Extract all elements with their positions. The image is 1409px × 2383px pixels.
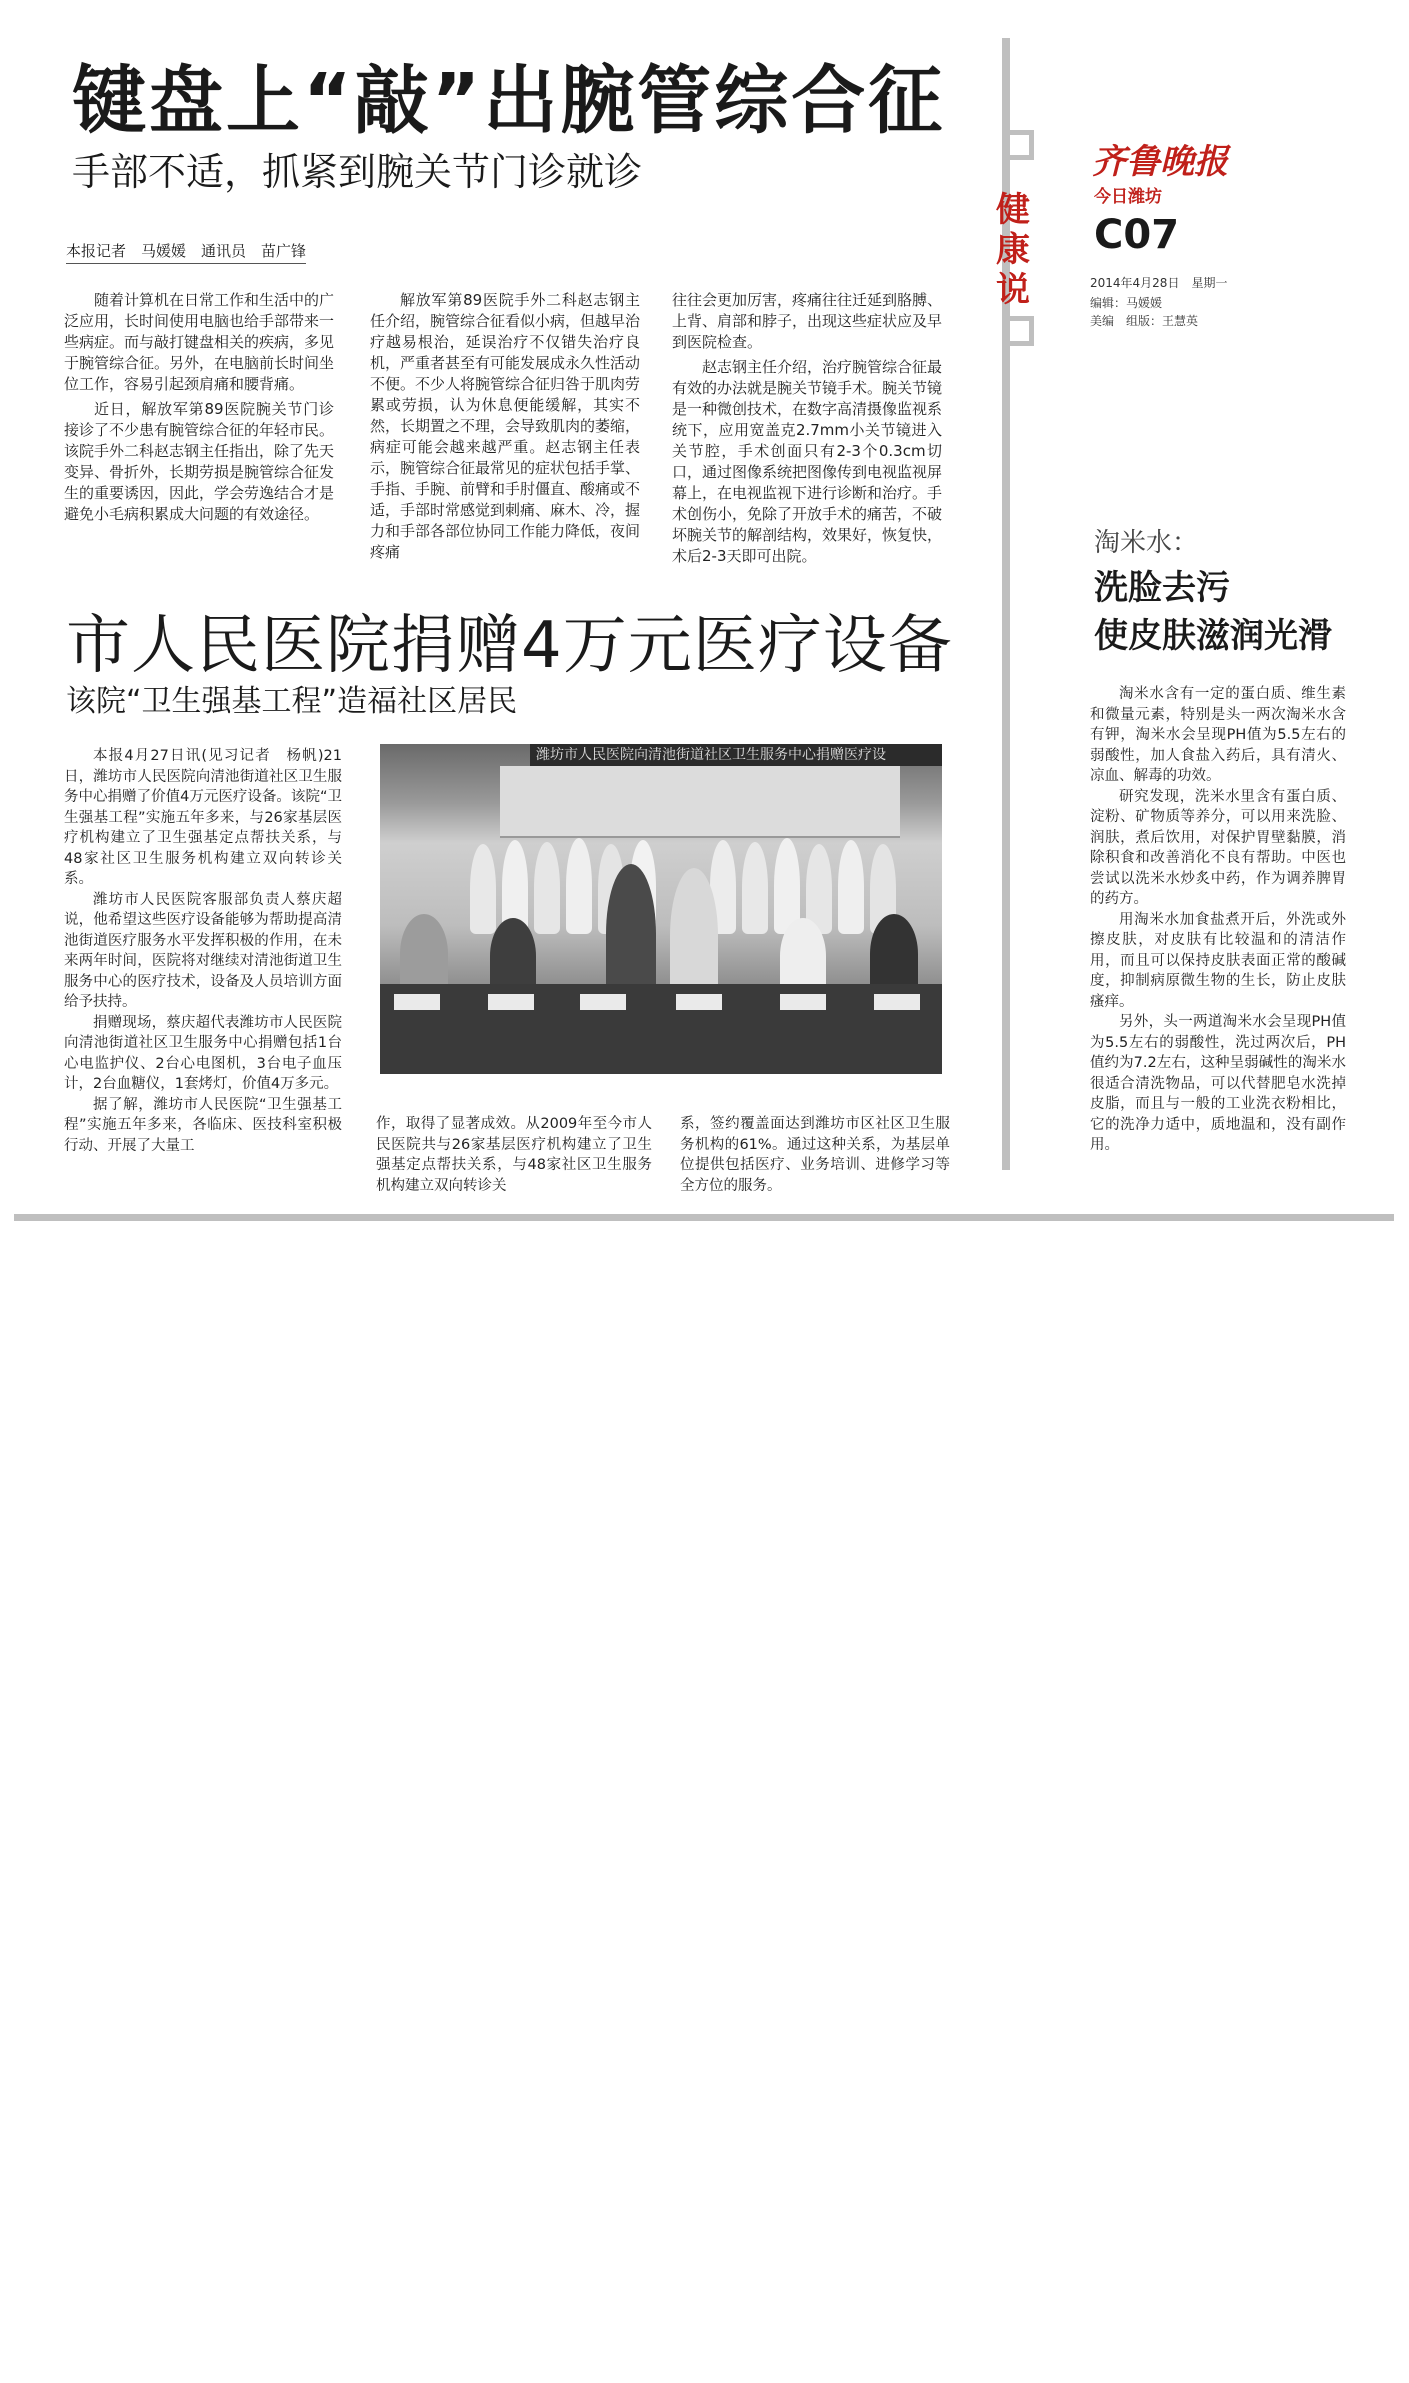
paragraph: 据了解，潍坊市人民医院“卫生强基工程”实施五年多来，各临床、医技科室积极行动、开展了大量工 [64,1096,342,1154]
design-line: 美编 组版：王慧英 [1090,314,1199,328]
article1-byline: 本报记者 马媛媛 通讯员 苗广锋 [66,240,306,264]
photo-table [380,984,942,1074]
edition-label: 今日潍坊 [1094,187,1162,207]
photo-nameplate [874,994,920,1010]
paragraph: 系，签约覆盖面达到潍坊市区社区卫生服务机构的61%。通过这种关系，为基层单位提供包括医疗、业务培训、进修学习等全方位的服务。 [680,1116,950,1194]
article2-column-3 [680,1114,950,1196]
event-photo [380,744,942,1074]
sidebar-kicker: 淘米水： [1094,528,1199,558]
article1-column-2 [370,290,640,563]
sidebar-column [1090,684,1346,1156]
sidebar-title-line2: 使皮肤滋润光滑 [1094,616,1332,656]
article2-headline: 市人民医院捐赠4万元医疗设备 [66,609,953,683]
ornament-bottom [1004,316,1034,346]
photo-person [870,914,918,994]
sidebar-title-line1: 洗脸去污 [1094,568,1230,608]
photo-building [500,766,900,838]
photo-person [742,842,768,934]
paragraph: 潍坊市人民医院客服部负责人蔡庆超说，他希望这些医疗设备能够为帮助提高清池街道医疗服务水平发挥积极的作用，在未来两年时间，医院将对继续对清池街道卫生服务中心的医疗技术，设备及人员培训方面给予扶持。 [64,891,342,1010]
paragraph: 近日，解放军第89医院腕关节门诊接诊了不少患有腕管综合征的年轻市民。该院手外二科赵志钢主任指出，除了先天变异、骨折外，长期劳损是腕管综合征发生的重要诱因，因此，学会劳逸结合才是避免小毛病积累成大问题的有效途径。 [64,400,335,523]
photo-nameplate [394,994,440,1010]
photo-banner: 潍坊市人民医院向清池街道社区卫生服务中心捐赠医疗设 [530,744,942,766]
ornament-top [1004,130,1034,160]
photo-nameplate [488,994,534,1010]
article2-column-1 [64,746,342,1156]
photo-nameplate [780,994,826,1010]
photo-person [534,842,560,934]
photo-nameplate [676,994,722,1010]
article1-subheadline: 手部不适，抓紧到腕关节门诊就诊 [72,150,643,194]
article2-subheadline: 该院“卫生强基工程”造福社区居民 [66,684,518,719]
article1-headline: 键盘上“敲”出腕管综合征 [72,58,946,144]
article1-column-3 [672,290,942,567]
newspaper-logo: 齐鲁晚报 [1092,142,1228,182]
article2-column-2 [376,1114,652,1196]
article1-column-1 [64,290,334,525]
photo-person [606,864,656,1004]
paragraph: 本报4月27日讯(见习记者 杨帆)21日，潍坊市人民医院向清池街道社区卫生服务中心捐赠了价值4万元医疗设备。该院“卫生强基工程”实施五年多来，与26家基层医疗机构建立了卫生强基定点帮扶关系，与48家社区卫生服务机构建立双向转诊关系。 [64,748,342,887]
section-title-vertical: 健康说 [996,190,1030,310]
photo-person [490,918,536,994]
paragraph: 淘米水含有一定的蛋白质、维生素和微量元素，特别是头一两次淘米水含有钾，淘米水会呈现PH值为5.5左右的弱酸性，加人食盐入药后，具有清火、凉血、解毒的功效。 [1090,686,1346,784]
photo-person [838,840,864,934]
photo-person [780,918,826,994]
paragraph: 解放军第89医院手外二科赵志钢主任介绍，腕管综合征看似小病，但越早治疗越易根治，延误治疗不仅错失治疗良机，严重者甚至有可能发展成永久性活动不便。不少人将腕管综合征归咎于肌肉劳累或劳损，认为休息便能缓解，其实不然，长期置之不理，会导致肌肉的萎缩，病症可能会越来越严重。赵志钢主任表示，腕管综合征最常见的症状包括手掌、手指、手腕、前臂和手肘僵直、酸痛或不适，手部时常感觉到刺痛、麻木、冷，握力和手部各部位协同工作能力降低，夜间疼痛 [370,291,641,561]
paragraph: 用淘米水加食盐煮开后，外洗或外擦皮肤，对皮肤有比较温和的清洁作用，而且可以保持皮肤表面正常的酸碱度，抑制病原微生物的生长，防止皮肤瘙痒。 [1090,911,1346,1010]
photo-nameplate [580,994,626,1010]
paragraph: 另外，头一两道淘米水会呈现PH值为5.5左右的弱酸性，洗过两次后，PH值约为7.2左右，这种呈弱碱性的淘米水很适合清洗物品，可以代替肥皂水洗掉皮脂，而且与一般的工业洗衣粉相比，它的洗净力适中，质地温和，没有副作用。 [1090,1014,1346,1153]
paragraph: 研究发现，洗米水里含有蛋白质、淀粉、矿物质等养分，可以用来洗脸、润肤，煮后饮用，对保护胃壁黏膜，消除积食和改善消化不良有帮助。中医也尝试以洗米水炒炙中药，作为调养脾胃的药方。 [1090,788,1346,907]
paragraph: 作，取得了显著成效。从2009年至今市人民医院共与26家基层医疗机构建立了卫生强基定点帮扶关系，与48家社区卫生服务机构建立双向转诊关 [376,1116,652,1194]
paragraph: 随着计算机在日常工作和生活中的广泛应用，长时间使用电脑也给手部带来一些病症。而与敲打键盘相关的疾病，多见于腕管综合征。另外，在电脑前长时间坐位工作，容易引起颈肩痛和腰背痛。 [64,291,335,393]
date-line: 2014年4月28日 星期一 [1090,276,1228,290]
divider-bottom [14,1214,1394,1221]
paragraph: 往往会更加厉害，疼痛往往迁延到胳膊、上背、肩部和脖子，出现这些症状应及早到医院检查。 [672,291,943,351]
paragraph: 赵志钢主任介绍，治疗腕管综合征最有效的办法就是腕关节镜手术。腕关节镜是一种微创技术，在数字高清摄像监视系统下，应用宽盖克2.7mm小关节镜进入关节腔，手术创面只有2-3个0.3cm切口，通过图像系统把图像传到电视监视屏幕上，在电视监视下进行诊断和治疗。手术创伤小，免除了开放手术的痛苦，不破坏腕关节的解剖结构，效果好，恢复快，术后2-3天即可出院。 [672,358,943,565]
editor-line: 编辑：马媛媛 [1090,296,1163,310]
photo-person [400,914,448,994]
paragraph: 捐赠现场，蔡庆超代表潍坊市人民医院向清池街道社区卫生服务中心捐赠包括1台心电监护仪、2台心电图机，3台电子血压计，2台血糖仪，1套烤灯，价值4万多元。 [64,1014,342,1092]
page-code: C07 [1094,212,1180,258]
photo-person [566,838,592,934]
photo-person [470,844,496,934]
